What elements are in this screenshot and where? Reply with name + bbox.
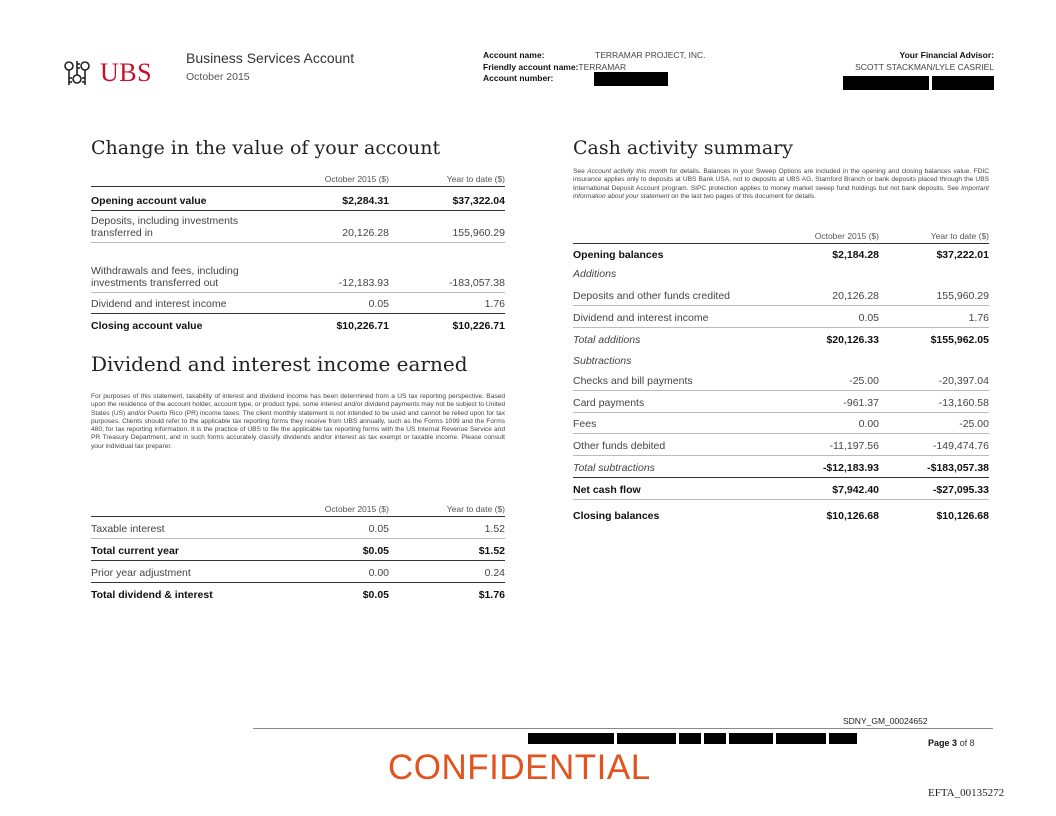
table-row: Total subtractions -$12,183.93 -$183,057.38 bbox=[573, 455, 989, 477]
redaction-bar bbox=[729, 733, 773, 744]
tax-disclosure-paragraph: For purposes of this statement, taxability of interest and dividend income has been determined from a US tax reporting perspective. Based upon the residence of the account holder, account type, or product type, some interest and/or dividend payments may not be subject to United States (US) and/or Puerto Rico (PR) income taxes. The client monthly statement is not intended to be used and cannot be relied upon for tax purposes. Clients should refer to the applicable tax reporting forms they receive from UBS annually, such as the Forms 1099 and the Forms 480, for tax reporting information. It is the practice of UBS to file the applicable tax reporting forms with the US Internal Revenue Service and PR Treasury Department, and in such forms accurately classify dividends and/or interest as tax exempt or taxable income. Please consult your individual tax preparer. bbox=[91, 393, 505, 450]
table-row: Opening balances $2,184.28 $37,222.01 bbox=[573, 249, 989, 261]
table-row: Fees 0.00 -25.00 bbox=[573, 412, 989, 433]
table-row: Checks and bill payments -25.00 -20,397.04 bbox=[573, 370, 989, 390]
redaction-bar bbox=[704, 733, 726, 744]
redaction-bar bbox=[932, 76, 994, 90]
table-row: Other funds debited -11,197.56 -149,474.76 bbox=[573, 433, 989, 455]
page-number: Page 3 of 8 bbox=[928, 738, 975, 748]
dividend-table bbox=[91, 500, 505, 604]
advisor-name: SCOTT STACKMAN/LYLE CASRIEL bbox=[855, 61, 994, 72]
footer-divider bbox=[253, 728, 993, 729]
account-name-value: TERRAMAR PROJECT, INC. bbox=[595, 50, 706, 60]
redaction-bar bbox=[594, 72, 668, 86]
bates-number: SDNY_GM_00024652 bbox=[843, 716, 928, 726]
document-id: EFTA_00135272 bbox=[928, 787, 1005, 799]
table-row: Taxable interest 0.05 1.52 bbox=[91, 516, 505, 538]
ubs-keys-icon bbox=[60, 58, 94, 88]
redaction-bar bbox=[776, 733, 826, 744]
column-header: Year to date ($) bbox=[879, 227, 989, 243]
table-row: Prior year adjustment 0.00 0.24 bbox=[91, 560, 505, 582]
column-header: Year to date ($) bbox=[389, 500, 505, 516]
cash-activity-table bbox=[573, 227, 989, 525]
section-label: Additions bbox=[573, 268, 617, 280]
table-row: Dividend and interest income 0.05 1.76 bbox=[91, 292, 505, 313]
table-row: Total additions $20,126.33 $155,962.05 bbox=[573, 334, 989, 346]
table-row: Deposits, including investments transferred in 20,126.28 155,960.29 bbox=[91, 210, 505, 242]
table-row: Deposits and other funds credited 20,126.28 155,960.29 bbox=[573, 283, 989, 305]
table-row: Closing account value $10,226.71 $10,226.71 bbox=[91, 320, 505, 332]
friendly-name-label: Friendly account name: bbox=[483, 61, 579, 72]
friendly-name-value: TERRAMAR bbox=[578, 61, 627, 72]
column-header: October 2015 ($) bbox=[291, 170, 389, 186]
table-row: Opening account value $2,284.31 $37,322.04 bbox=[91, 186, 505, 210]
table-row: Closing balances $10,126.68 $10,126.68 bbox=[573, 510, 989, 522]
financial-advisor bbox=[855, 50, 994, 73]
table-row: Total current year $0.05 $1.52 bbox=[91, 538, 505, 560]
redaction-bar bbox=[679, 733, 701, 744]
table-row: Net cash flow $7,942.40 -$27,095.33 bbox=[573, 477, 989, 499]
redaction-bar bbox=[528, 733, 614, 744]
section-label: Subtractions bbox=[573, 355, 632, 367]
table-row: Withdrawals and fees, including investments transferred out -12,183.93 -183,057.38 bbox=[91, 242, 505, 292]
account-name-label: Account name: bbox=[483, 50, 545, 60]
dividend-section-title: Dividend and interest income earned bbox=[91, 352, 468, 376]
change-section-title: Change in the value of your account bbox=[91, 137, 441, 159]
cash-section-title: Cash activity summary bbox=[573, 137, 793, 159]
column-header: Year to date ($) bbox=[389, 170, 505, 186]
table-row: Card payments -961.37 -13,160.58 bbox=[573, 390, 989, 412]
confidential-stamp: CONFIDENTIAL bbox=[388, 748, 651, 787]
advisor-label: Your Financial Advisor: bbox=[899, 50, 994, 60]
redaction-bar bbox=[843, 76, 929, 90]
redaction-bar bbox=[829, 733, 857, 744]
statement-date: October 2015 bbox=[186, 71, 250, 83]
column-header: October 2015 ($) bbox=[291, 500, 389, 516]
column-header: October 2015 ($) bbox=[777, 227, 879, 243]
account-title: Business Services Account bbox=[186, 50, 355, 66]
ubs-logo bbox=[60, 58, 152, 88]
table-row: Total dividend & interest $0.05 $1.76 bbox=[91, 589, 505, 601]
redaction-bar bbox=[617, 733, 676, 744]
table-row: Dividend and interest income 0.05 1.76 bbox=[573, 305, 989, 327]
change-table bbox=[91, 170, 505, 335]
brand-wordmark: UBS bbox=[100, 58, 153, 87]
cash-note-paragraph: See Account activity this month for details. Balances in your Sweep Options are included in the opening and closing balances value. FDIC insurance applies only to deposits at UBS Bank USA, not to deposits at UBS AG, Stamford Branch or bank deposits placed through the UBS International Deposit Account program. SIPC protection applies to money market sweep fund holdings but not bank deposits. See Important information about your statement on the last two pages of this document for details. bbox=[573, 168, 989, 200]
account-number-label: Account number: bbox=[483, 73, 554, 83]
